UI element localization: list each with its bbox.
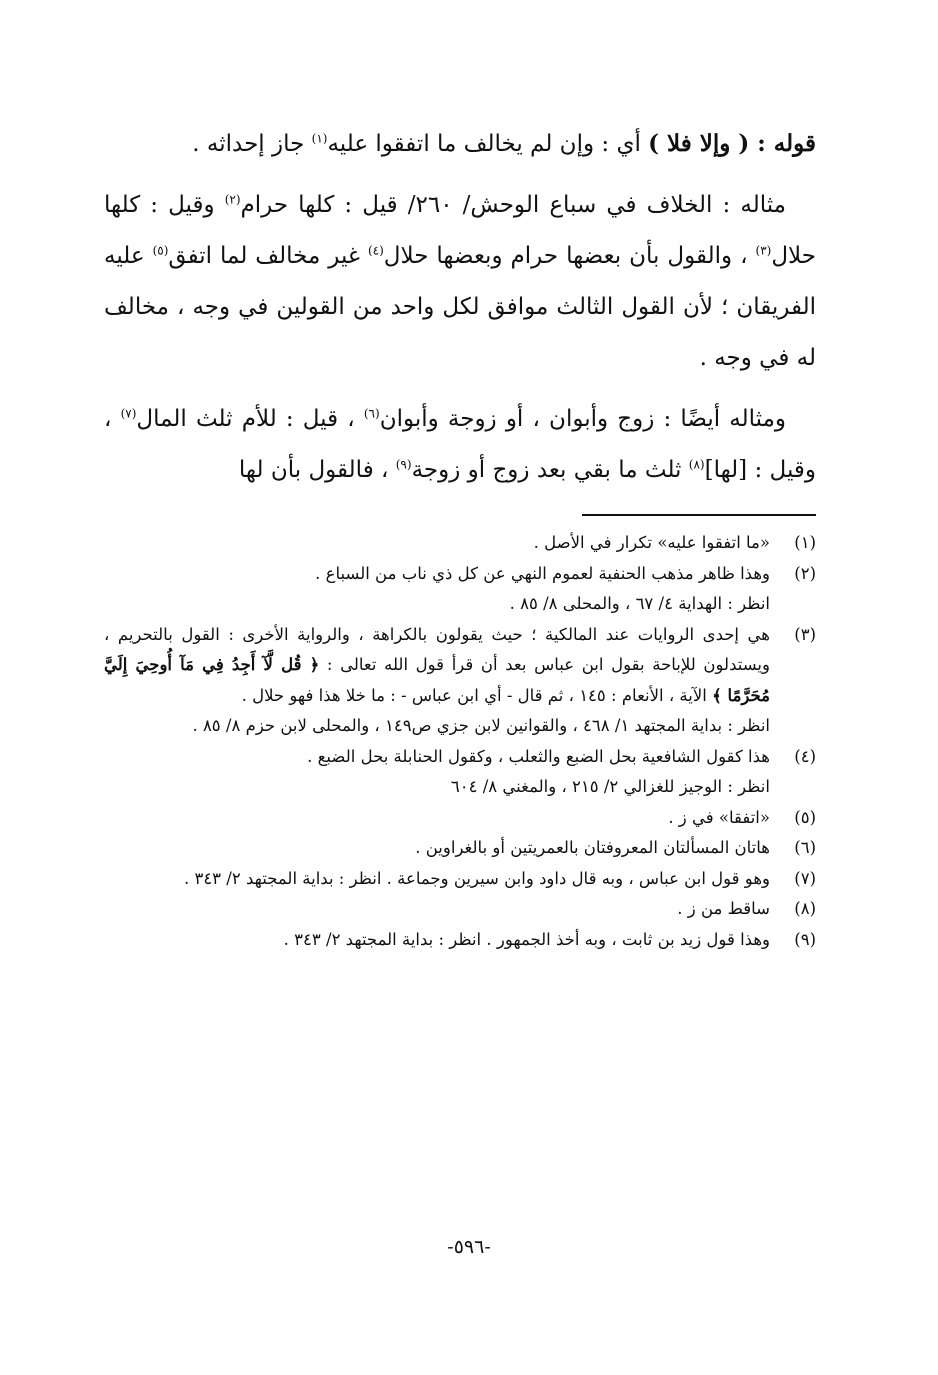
p3-s4: ثلث ما بقي بعد زوج أو زوجة xyxy=(411,457,689,483)
footnote-ref-4: (٤) xyxy=(367,243,384,258)
footnote-9 xyxy=(104,925,816,956)
p2-s2: وقيل : كلها حلال xyxy=(104,192,816,269)
p3-s3: ، وقيل : [لها] xyxy=(104,406,816,483)
footnote-text: وهذا ظاهر مذهب الحنفية لعموم النهي عن كل ذي ناب من السباع . xyxy=(315,563,770,583)
footnote-number: (٩) xyxy=(794,929,816,949)
footnote-ref-8: (٨) xyxy=(688,457,705,472)
footnote-number: (٢) xyxy=(794,563,816,583)
footnote-number: (٥) xyxy=(794,807,816,827)
footnote-ref-6: (٦) xyxy=(363,406,380,421)
page-number: -٥٩٦- xyxy=(447,1236,491,1258)
paragraph-1 xyxy=(104,118,816,170)
footnote-number: (٣) xyxy=(794,624,816,644)
footnote-5 xyxy=(104,803,816,834)
p2-s3: ، والقول بأن بعضها حرام وبعضها حلال xyxy=(383,243,756,269)
p2-s4: غير مخالف لما اتفق xyxy=(168,243,368,269)
quran-quote: ﴿ قُل لَّآ أَجِدُ فِي مَآ أُوحِيَ إِلَيَّ مُحَرَّمًا ﴾ xyxy=(104,655,770,705)
p1-text: أي : وإن لم يخالف ما اتفقوا عليه xyxy=(327,131,649,157)
p2-s5: عليه الفريقان ؛ لأن القول الثالث موافق لكل واحد من القولين في وجه ، مخالف له في وجه . xyxy=(104,243,816,371)
p3-s5: ، فالقول بأن لها xyxy=(238,457,396,483)
footnote-text: وهو قول ابن عباس ، وبه قال داود وابن سيرين وجماعة . انظر : بداية المجتهد ٢/ ٣٤٣ . xyxy=(183,868,770,888)
footnote-reference: انظر : بداية المجتهد ١/ ٤٦٨ ، والقوانين لابن جزي ص١٤٩ ، والمحلى لابن حزم ٨/ ٨٥ . xyxy=(192,716,770,735)
quote-label: قوله : ( وإلا فلا ) xyxy=(648,130,816,157)
footnote-text-b: الآية ، الأنعام : ١٤٥ ، ثم قال - أي ابن عباس - : ما خلا هذا فهو حلال . xyxy=(241,685,713,705)
footnote-text: هاتان المسألتان المعروفتان بالعمريتين أو بالغراوين . xyxy=(415,838,770,857)
paragraph-3 xyxy=(104,394,816,496)
footnote-number: (١) xyxy=(794,533,816,552)
footnote-ref-5: (٥) xyxy=(152,243,169,258)
footnote-7 xyxy=(104,864,816,895)
footnote-ref-7: (٧) xyxy=(120,406,137,421)
page-content xyxy=(104,118,816,955)
footnote-3 xyxy=(104,620,816,742)
footnote-number: (٦) xyxy=(794,838,816,857)
footnotes xyxy=(104,528,816,955)
footnote-number: (٨) xyxy=(794,899,816,918)
footnote-number: (٧) xyxy=(794,868,816,888)
footnote-4 xyxy=(104,742,816,803)
footnote-ref-1: (١) xyxy=(311,131,328,146)
p1-end: جاز إحداثه . xyxy=(192,131,312,157)
footnote-ref-3: (٣) xyxy=(755,243,772,258)
footnote-8 xyxy=(104,894,816,925)
footnote-ref-2: (٢) xyxy=(224,192,241,207)
footnote-ref-9: (٩) xyxy=(395,457,412,472)
p2-s1: مثاله : الخلاف في سباع الوحش/ ٢٦٠/ قيل : كلها حرام xyxy=(240,192,786,218)
footnote-number: (٤) xyxy=(794,746,816,766)
footnote-text: هذا كقول الشافعية بحل الضبع والثعلب ، وكقول الحنابلة بحل الضبع . xyxy=(307,746,770,766)
footnote-2 xyxy=(104,559,816,620)
main-text xyxy=(104,118,816,496)
p3-s2: ، قيل : للأم ثلث المال xyxy=(136,406,364,432)
footnote-text xyxy=(104,620,770,712)
footnote-text: ساقط من ز . xyxy=(677,899,770,918)
p3-s1: ومثاله أيضًا : زوج وأبوان ، أو زوجة وأبوان xyxy=(379,406,786,432)
footnote-text: وهذا قول زيد بن ثابت ، وبه أخذ الجمهور . انظر : بداية المجتهد ٢/ ٣٤٣ . xyxy=(283,929,770,949)
footnote-text: «اتفقا» في ز . xyxy=(668,807,770,827)
footnote-1 xyxy=(104,528,816,559)
footnote-6 xyxy=(104,833,816,864)
footnote-text: «ما اتفقوا عليه» تكرار في الأصل . xyxy=(533,533,770,552)
footnote-reference: انظر : الهداية ٤/ ٦٧ ، والمحلى ٨/ ٨٥ . xyxy=(509,594,770,613)
paragraph-2 xyxy=(104,180,816,384)
footnote-divider xyxy=(582,514,816,516)
footnote-reference: انظر : الوجيز للغزالي ٢/ ٢١٥ ، والمغني ٨/ ٦٠٤ xyxy=(450,777,770,796)
footnote-text-a: هي إحدى الروايات عند المالكية ؛ حيث يقولون بالكراهة ، والرواية الأخرى : القول بالتحريم ، ويستدلون للإباحة بقول ابن عباس بعد أن قرأ قول الله تعالى : xyxy=(104,624,770,674)
